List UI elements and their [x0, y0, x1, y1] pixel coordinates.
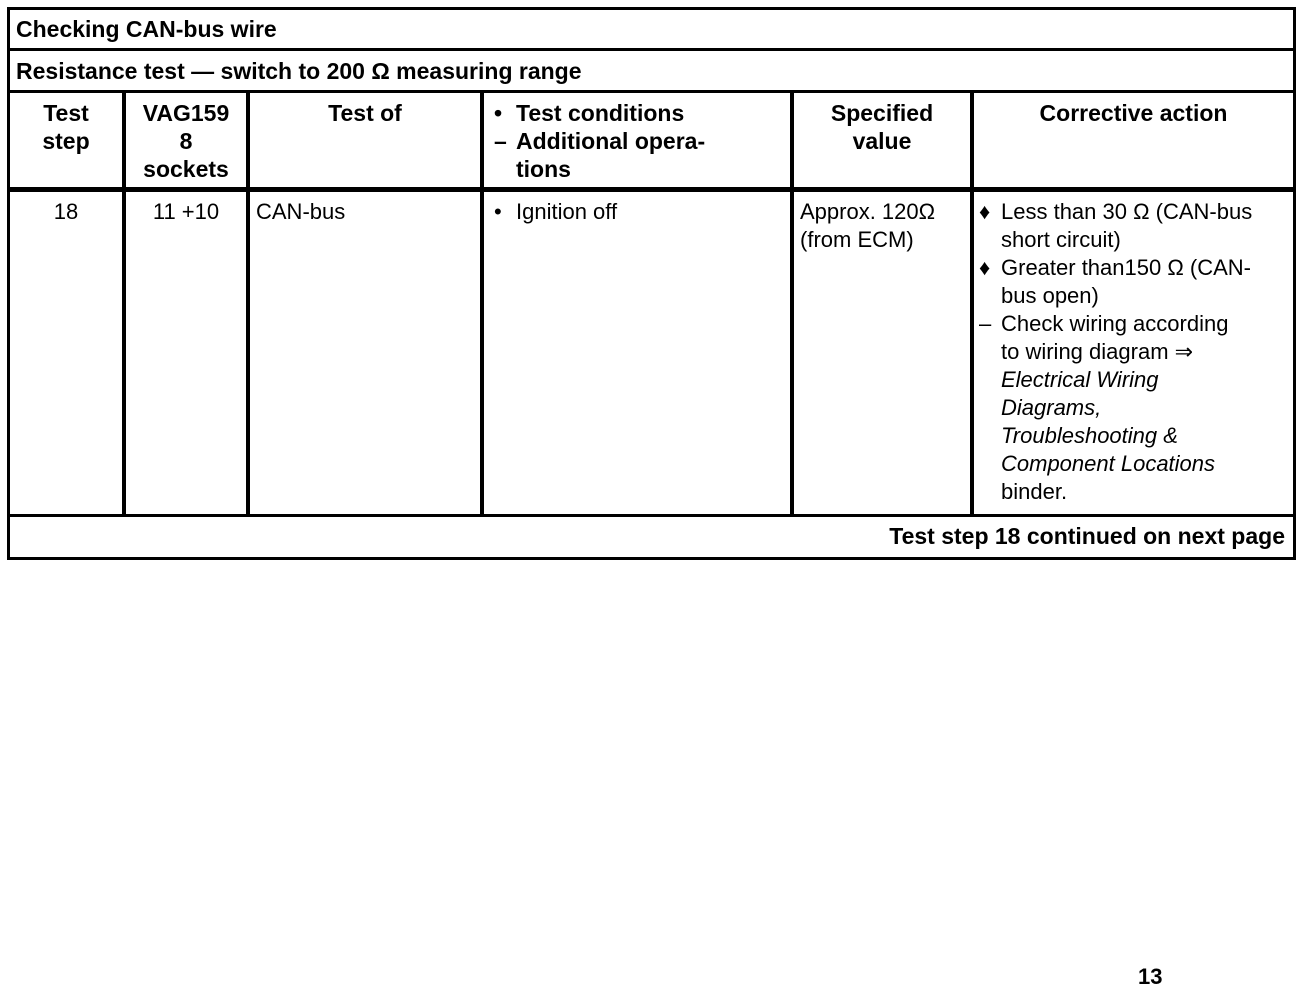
- section-title: Checking CAN-bus wire: [10, 10, 1293, 51]
- header-specified-value: Specified value: [792, 93, 972, 189]
- cell-test-step: 18: [10, 189, 124, 515]
- header-row: [10, 93, 1293, 189]
- list-item: – Check wiring according to wiring diagram ⇒ Electrical Wiring Diagrams, Troubleshooting & Component Locations binder.: [979, 310, 1229, 504]
- table-row: [10, 189, 1293, 515]
- continuation-note: Test step 18 continued on next page: [889, 522, 1285, 549]
- list-item: ♦ Greater than150 Ω (CAN- bus open): [979, 254, 1251, 308]
- page-number: 13: [1138, 964, 1163, 989]
- cell-corrective-action: [972, 189, 1293, 515]
- header-conditions: • Test conditions – Additional opera- tions: [482, 93, 792, 189]
- header-corrective-action: Corrective action: [972, 93, 1293, 189]
- section-subtitle: Resistance test — switch to 200 Ω measuring range: [10, 51, 1293, 93]
- cell-conditions: • Ignition off: [482, 189, 792, 515]
- cell-sockets: 11 +10: [124, 189, 248, 515]
- test-grid: [10, 93, 1293, 517]
- header-test-step: Test step: [10, 93, 124, 189]
- list-item: ♦ Less than 30 Ω (CAN-bus short circuit): [979, 198, 1253, 252]
- cell-specified-value: Approx. 120Ω (from ECM): [792, 189, 972, 515]
- header-sockets: VAG159 8 sockets: [124, 93, 248, 189]
- header-test-of: Test of: [248, 93, 482, 189]
- procedure-table: [7, 7, 1296, 560]
- cell-test-of: CAN-bus: [248, 189, 482, 515]
